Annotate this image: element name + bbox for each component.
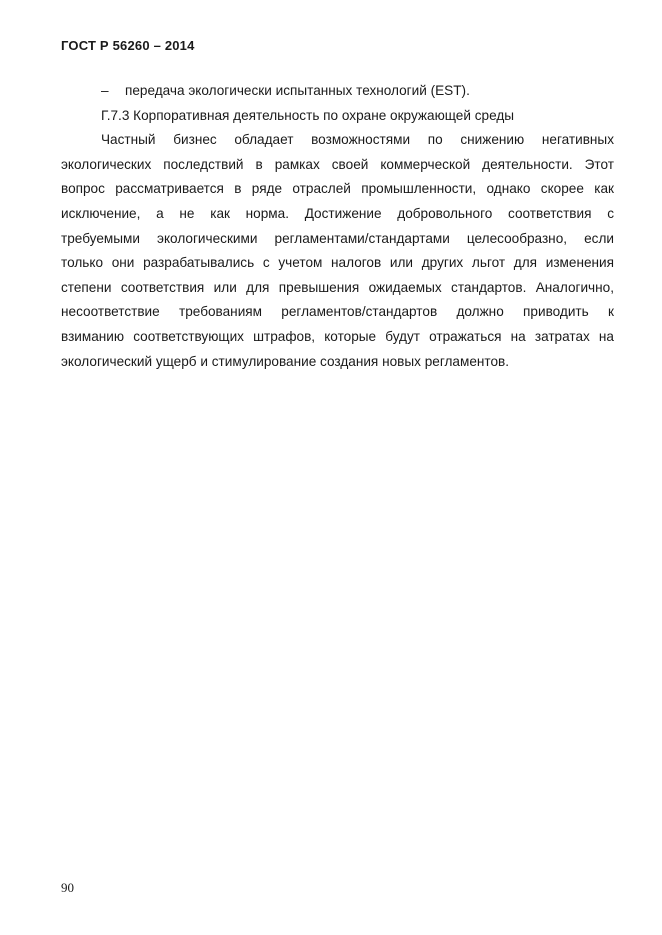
bullet-text: передача экологически испытанных технологий (EST). [125, 83, 470, 98]
section-heading: Г.7.3 Корпоративная деятельность по охране окружающей среды [101, 107, 515, 123]
paragraph [61, 128, 614, 374]
paragraph-line: экологических последствий в рамках своей коммерческой деятельности. Этот [61, 156, 614, 172]
paragraph-line: экологический ущерб и стимулирование создания новых регламентов. [61, 353, 510, 369]
bullet-item [61, 79, 614, 104]
paragraph-line: исключение, а не как норма. Достижение добровольного соответствия с [61, 205, 614, 221]
page-number: 90 [61, 880, 74, 895]
paragraph-line: только они разрабатывались с учетом налогов или других льгот для изменения [61, 255, 614, 271]
paragraph-line: вопрос рассматривается в ряде отраслей промышленности, однако скорее как [61, 181, 614, 197]
paragraph-line: Частный бизнес обладает возможностями по снижению негативных [101, 132, 614, 148]
paragraph-line: несоответствие требованиям регламентов/стандартов должно приводить к [61, 304, 614, 320]
paragraph-line: требуемыми экологическими регламентами/стандартами целесообразно, если [61, 230, 614, 246]
bullet-dash: – [101, 83, 109, 98]
paragraph-line: взиманию соответствующих штрафов, которые будут отражаться на затратах на [61, 328, 614, 344]
document-body [61, 79, 614, 374]
document-header: ГОСТ Р 56260 – 2014 [61, 38, 195, 53]
paragraph-line: степени соответствия или для превышения ожидаемых стандартов. Аналогично, [61, 279, 614, 295]
